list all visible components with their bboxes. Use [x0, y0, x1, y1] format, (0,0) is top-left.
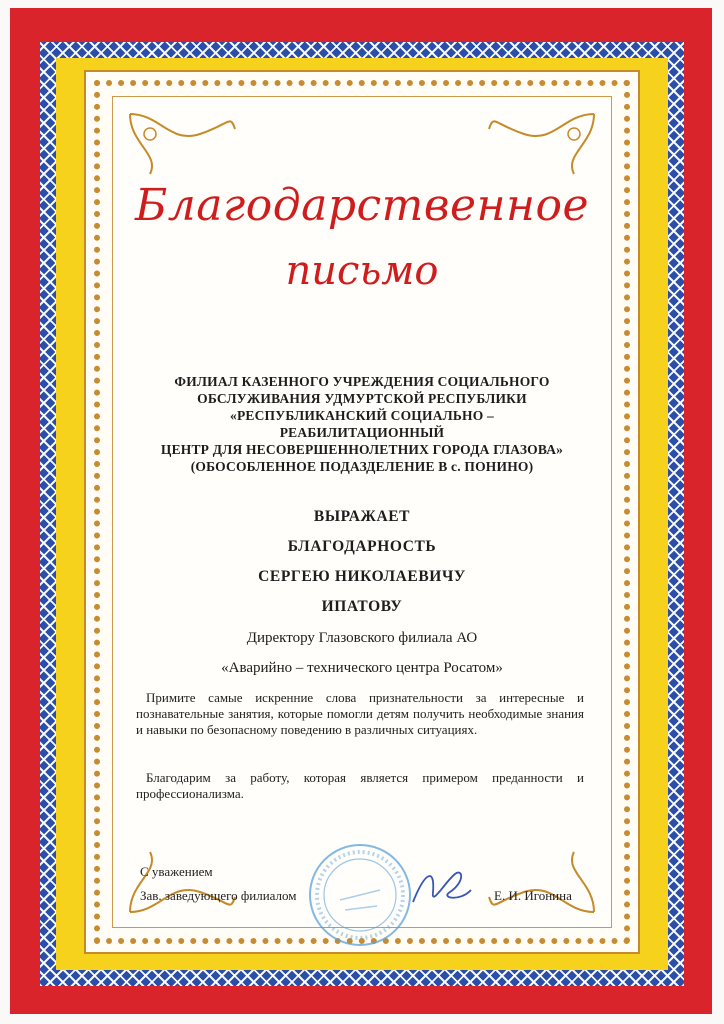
- organization-line: ОБСЛУЖИВАНИЯ УДМУРТСКОЙ РЕСПУБЛИКИ: [197, 391, 527, 406]
- closing-text: С уважением: [140, 864, 213, 879]
- organization-line: РЕАБИЛИТАЦИОННЫЙ: [279, 425, 445, 440]
- corner-ornament-icon: [484, 842, 604, 922]
- award-verb: ВЫРАЖАЕТ: [313, 508, 411, 525]
- title-line-1: Благодарственное: [134, 180, 590, 231]
- body-paragraph-1: Примите самые искренние слова признательности за интересные и познавательные занятия, которые помогли детям получить необходимые знания и навыки по безопасному поведению в различных ситуациях.: [136, 690, 584, 737]
- organization-line: (ОБОСОБЛЕННОЕ ПОДАЗДЕЛЕНИЕ В с. ПОНИНО): [190, 459, 534, 474]
- corner-ornament-icon: [120, 842, 240, 922]
- official-seal-icon: [305, 840, 415, 950]
- organization-line: ФИЛИАЛ КАЗЕННОГО УЧРЕЖДЕНИЯ СОЦИАЛЬНОГО: [174, 374, 550, 389]
- corner-ornament-icon: [484, 104, 604, 184]
- organization-line: ЦЕНТР ДЛЯ НЕСОВЕРШЕННОЛЕТНИХ ГОРОДА ГЛАЗОВА»: [160, 442, 564, 457]
- recipient-position: Директору Глазовского филиала АО: [246, 630, 478, 646]
- corner-ornament-icon: [120, 104, 240, 184]
- organization-line: «РЕСПУБЛИКАНСКИЙ СОЦИАЛЬНО –: [230, 408, 494, 423]
- award-noun: БЛАГОДАРНОСТЬ: [287, 538, 437, 555]
- title-line-2: письмо: [285, 248, 439, 294]
- signatory-role: Зав. заведующего филиалом: [140, 888, 297, 903]
- recipient-company: «Аварийно – технического центра Росатом»: [221, 660, 503, 676]
- recipient-surname: ИПАТОВУ: [321, 598, 403, 615]
- recipient-name: СЕРГЕЮ НИКОЛАЕВИЧУ: [258, 568, 466, 585]
- signatory-name: Е. И. Игонина: [494, 888, 572, 903]
- signature-icon: [405, 862, 475, 912]
- body-paragraph-2: Благодарим за работу, которая является примером преданности и профессионализма.: [136, 770, 584, 801]
